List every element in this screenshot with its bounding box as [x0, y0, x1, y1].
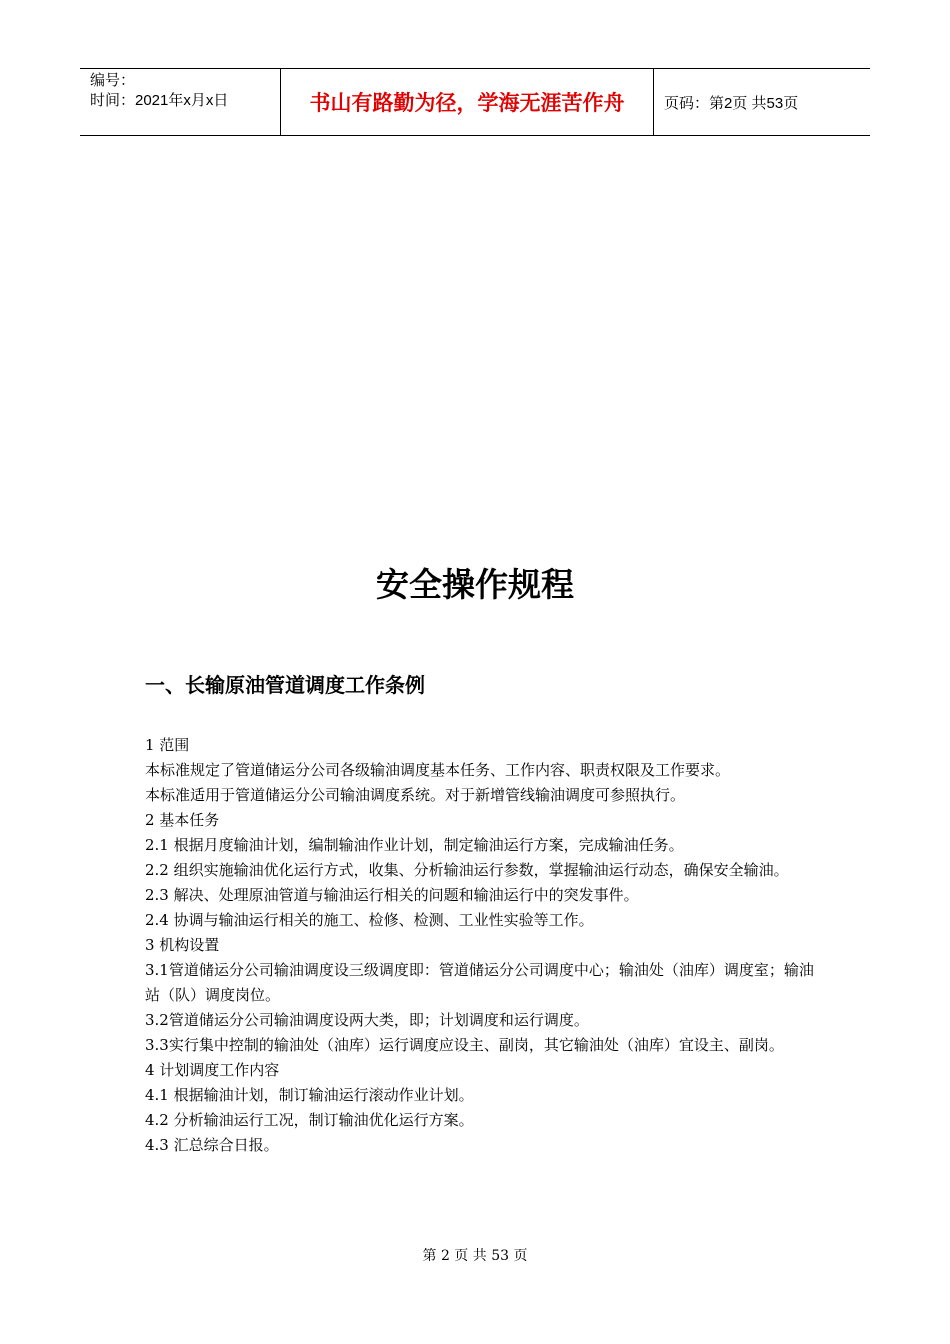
body-line: 3.3实行集中控制的输油处（油库）运行调度应设主、副岗，其它输油处（油库）宜设主、副岗。 — [145, 1036, 784, 1054]
body-line: 2.4 协调与输油运行相关的施工、检修、检测、工业性实验等工作。 — [145, 911, 594, 929]
body-line: 2.1 根据月度输油计划，编制输油作业计划，制定输油运行方案，完成输油任务。 — [145, 836, 684, 854]
body-line: 3.1管道储运分公司输油调度设三级调度即：管道储运分公司调度中心；输油处（油库）调度室；输油站（队）调度岗位。 — [145, 961, 814, 1004]
header-page-cell — [654, 69, 870, 135]
header-left-cell — [80, 69, 281, 135]
document-body — [145, 733, 825, 1158]
page-header — [80, 68, 870, 136]
number-label: 编号： — [90, 72, 136, 89]
page-footer: 第 2 页 共 53 页 — [422, 1248, 528, 1264]
body-line: 本标准规定了管道储运分公司各级输油调度基本任务、工作内容、职责权限及工作要求。 — [145, 761, 731, 779]
header-motto-cell — [281, 69, 654, 135]
body-line: 本标准适用于管道储运分公司输油调度系统。对于新增管线输油调度可参照执行。 — [145, 786, 686, 804]
date-label: 时间：2021年x月x日 — [90, 92, 229, 109]
body-line: 2 基本任务 — [145, 811, 220, 829]
section-heading: 一、长输原油管道调度工作条例 — [145, 673, 425, 697]
motto-text: 书山有路勤为径，学海无涯苦作舟 — [309, 91, 625, 115]
body-line: 3.2管道储运分公司输油调度设两大类，即；计划调度和运行调度。 — [145, 1011, 589, 1029]
body-line: 1 范围 — [145, 736, 190, 754]
body-line: 4.1 根据输油计划，制订输油运行滚动作业计划。 — [145, 1086, 474, 1104]
document-title: 安全操作规程 — [376, 565, 574, 604]
body-line: 2.2 组织实施输油优化运行方式，收集、分析输油运行参数，掌握输油运行动态，确保安全输油。 — [145, 861, 789, 879]
body-line: 3 机构设置 — [145, 936, 220, 954]
body-line: 4 计划调度工作内容 — [145, 1061, 280, 1079]
body-line: 4.3 汇总综合日报。 — [145, 1136, 279, 1154]
body-line: 4.2 分析输油运行工况，制订输油优化运行方案。 — [145, 1111, 474, 1129]
body-line: 2.3 解决、处理原油管道与输油运行相关的问题和输油运行中的突发事件。 — [145, 886, 639, 904]
header-page-info: 页码：第2页 共53页 — [664, 94, 799, 112]
